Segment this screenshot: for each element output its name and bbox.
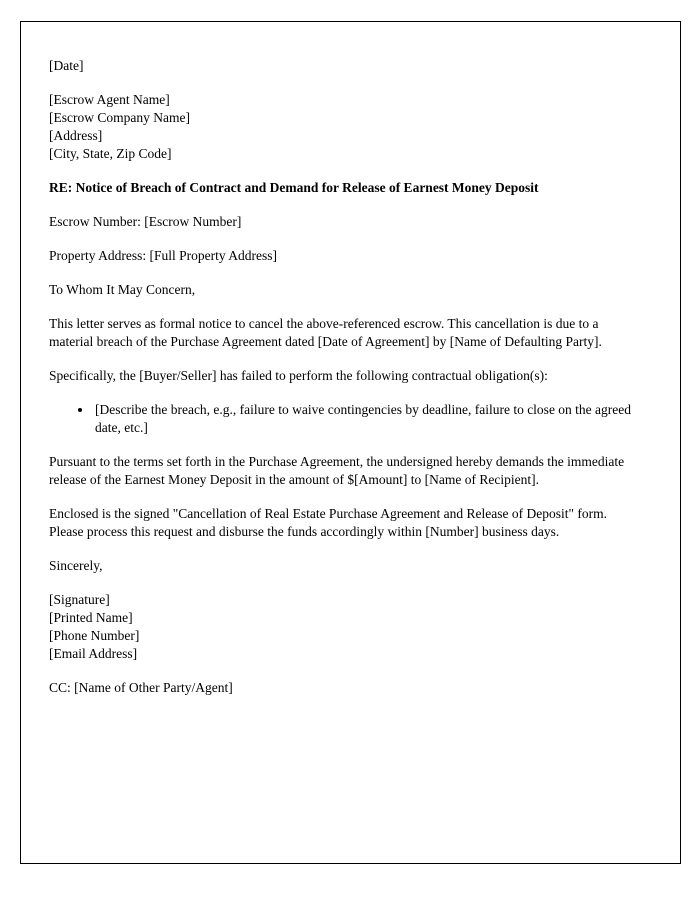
closing: Sincerely, bbox=[49, 558, 103, 573]
recipient-line-agent-name: [Escrow Agent Name] bbox=[49, 92, 170, 107]
cc-line: CC: [Name of Other Party/Agent] bbox=[49, 680, 233, 695]
bullet-item-breach-description: • [Describe the breach, e.g., failure to waive contingencies by deadline, failure to close on the agreed date, etc.] bbox=[93, 401, 632, 437]
recipient-block bbox=[49, 91, 632, 163]
signature-line-phone: [Phone Number] bbox=[49, 628, 140, 643]
paragraph-breach-intro: Specifically, the [Buyer/Seller] has failed to perform the following contractual obligation(s): bbox=[49, 368, 548, 383]
signature-line-signature: [Signature] bbox=[49, 592, 110, 607]
subject-line: RE: Notice of Breach of Contract and Demand for Release of Earnest Money Deposit bbox=[49, 180, 539, 195]
escrow-number-line: Escrow Number: [Escrow Number] bbox=[49, 214, 242, 229]
salutation: To Whom It May Concern, bbox=[49, 282, 196, 297]
date-line: [Date] bbox=[49, 58, 84, 73]
recipient-line-company-name: [Escrow Company Name] bbox=[49, 110, 190, 125]
recipient-line-city-state-zip: [City, State, Zip Code] bbox=[49, 146, 172, 161]
letter-page bbox=[20, 21, 681, 864]
signature-line-printed-name: [Printed Name] bbox=[49, 610, 133, 625]
paragraph-demand: Pursuant to the terms set forth in the Purchase Agreement, the undersigned hereby demands the immediate release of the Earnest Money Deposit in the amount of $[Amount] to [Name of Recipient]. bbox=[49, 454, 625, 487]
paragraph-cancellation-notice: This letter serves as formal notice to cancel the above-referenced escrow. This cancellation is due to a material breach of the Purchase Agreement dated [Date of Agreement] by [Name of Defaulting Party]. bbox=[49, 316, 602, 349]
property-address-line: Property Address: [Full Property Address] bbox=[49, 248, 277, 263]
paragraph-enclosure: Enclosed is the signed "Cancellation of Real Estate Purchase Agreement and Release of Deposit" form. Please process this request and disburse the funds accordingly within [Number] business days. bbox=[49, 506, 607, 539]
signature-block bbox=[49, 591, 632, 663]
breach-bullet-list bbox=[49, 401, 632, 437]
recipient-line-address: [Address] bbox=[49, 128, 103, 143]
signature-line-email: [Email Address] bbox=[49, 646, 138, 661]
